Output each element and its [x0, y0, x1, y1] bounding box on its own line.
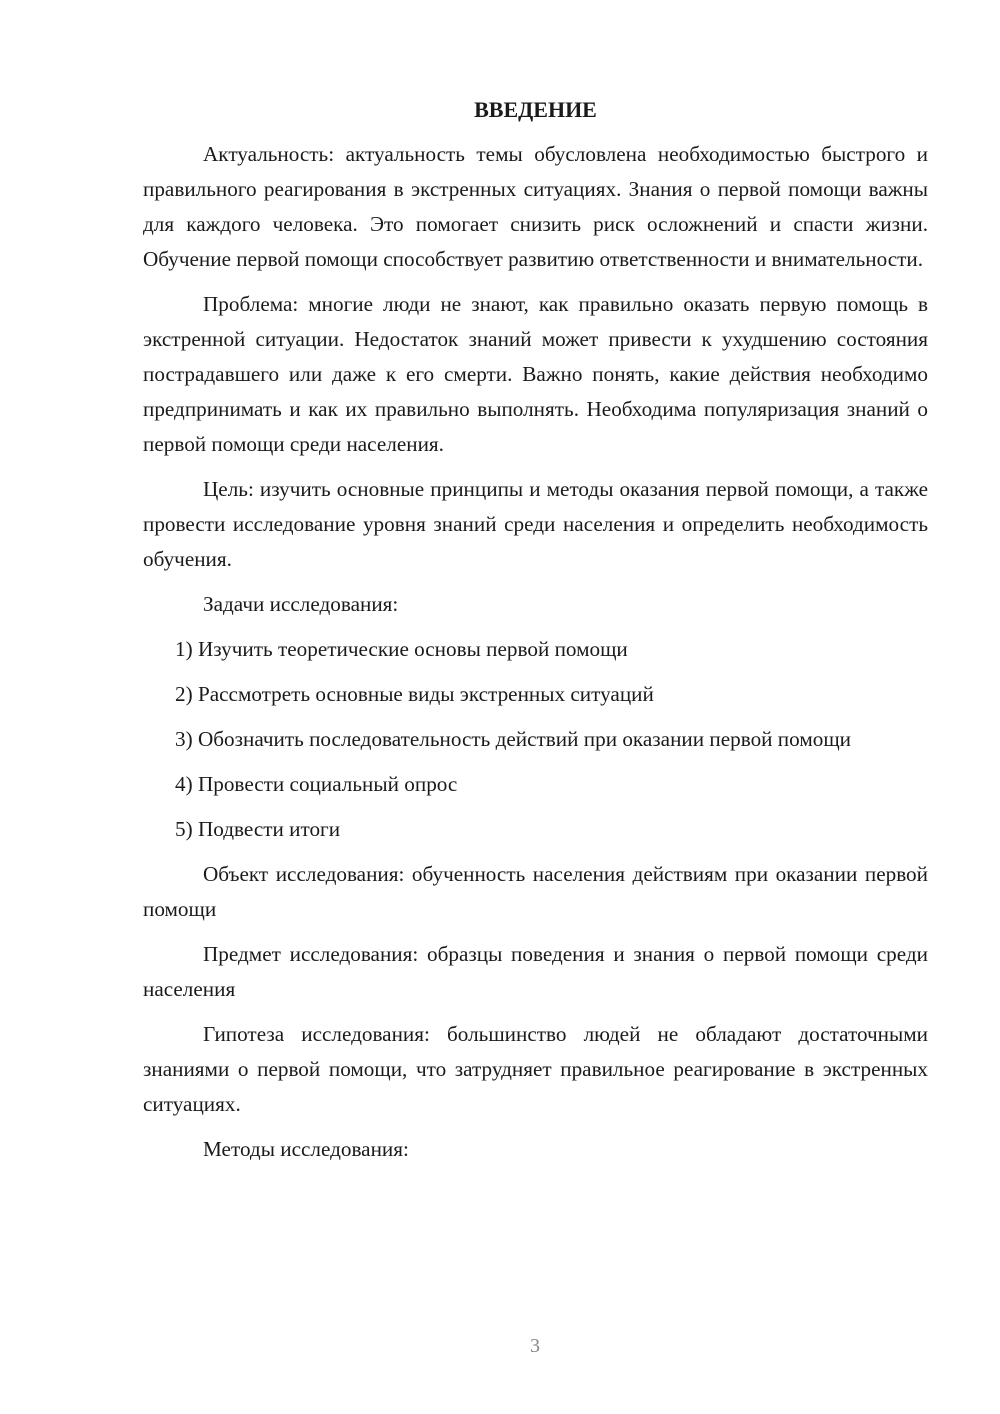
paragraph-subject: Предмет исследования: образцы поведения и знания о первой помощи среди населения — [143, 942, 928, 1001]
paragraph-goal: Цель: изучить основные принципы и методы оказания первой помощи, а также провести исследование уровня знаний среди населения и определить необходимость обучения. — [143, 477, 928, 571]
paragraph-object: Объект исследования: обученность населения действиям при оказании первой помощи — [143, 862, 928, 921]
document-page — [143, 92, 928, 1167]
paragraph-problem: Проблема: многие люди не знают, как правильно оказать первую помощь в экстренной ситуации. Недостаток знаний может привести к ухудшению состояния пострадавшего или даже к его смерти. Важно понять, какие действия необходимо предпринимать и как их правильно выполнять. Необходима популяризация знаний о первой помощи среди населения. — [143, 292, 928, 456]
task-item: 2) Рассмотреть основные виды экстренных ситуаций — [175, 682, 654, 706]
task-item: 5) Подвести итоги — [175, 817, 341, 841]
paragraph-relevance: Актуальность: актуальность темы обусловлена необходимостью быстрого и правильного реагирования в экстренных ситуациях. Знания о первой помощи важны для каждого человека. Это помогает снизить риск осложнений и спасти жизни. Обучение первой помощи способствует развитию ответственности и внимательности. — [143, 142, 928, 271]
methods-heading: Методы исследования: — [203, 1137, 409, 1161]
task-item: 3) Обозначить последовательность действий при оказании первой помощи — [175, 727, 851, 751]
page-number: 3 — [530, 1335, 540, 1357]
tasks-heading: Задачи исследования: — [203, 592, 399, 616]
task-item: 4) Провести социальный опрос — [175, 772, 458, 796]
task-item: 1) Изучить теоретические основы первой помощи — [175, 637, 628, 661]
page-title: ВВЕДЕНИЕ — [474, 97, 597, 122]
paragraph-hypothesis: Гипотеза исследования: большинство людей не обладают достаточными знаниями о первой помощи, что затрудняет правильное реагирование в экстренных ситуациях. — [143, 1022, 928, 1116]
